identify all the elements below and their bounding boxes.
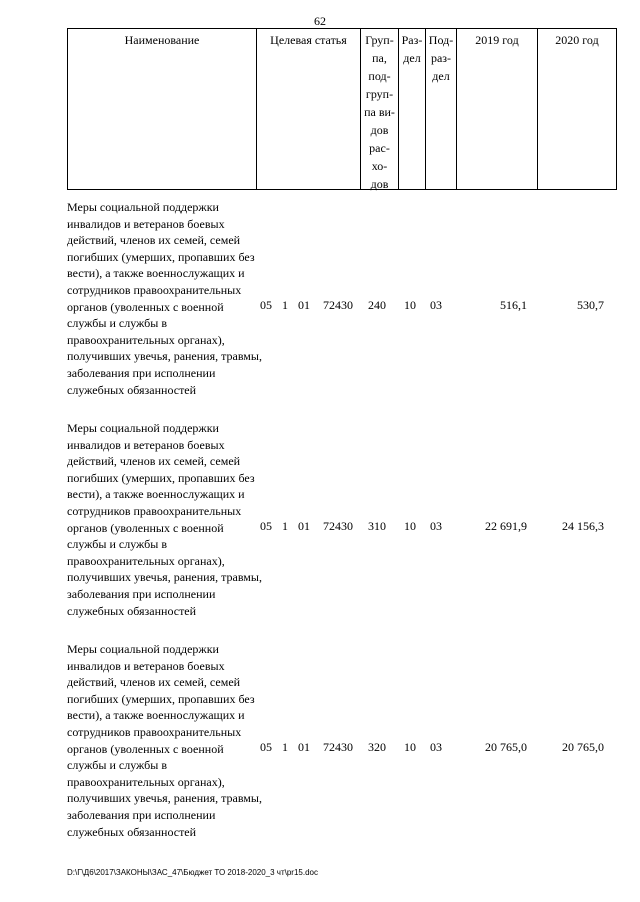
header-group-line: па, [372,51,387,65]
target-article-code-4: 72430 [323,519,353,533]
amount-2019: 516,1 [500,298,527,312]
header-year-2020: 2020 год [555,33,599,47]
target-article-code-4: 72430 [323,298,353,312]
subsection-code: 03 [430,298,442,312]
section-code: 10 [404,298,416,312]
row-name: Меры социальной поддержки инвалидов и ветеранов боевых действий, членов их семей, семей погибших (умерших, пропавших без вести), а также военнослужащих и сотрудников правоохранительных органов (уволенных с военной службы и службы в правоохранительных органах), получивших увечья, ранения, травмы, заболевания при исполнении служебных обязанностей [67,421,262,618]
header-group-line: дов [370,177,389,191]
header-subsection-line: раз- [430,51,452,65]
section-code: 10 [404,519,416,533]
amount-2020: 20 765,0 [562,740,604,754]
header-group-line: Груп- [365,33,394,47]
group-code: 240 [368,298,386,312]
header-subsection-line: дел [432,69,450,83]
header-section [399,29,426,189]
row-name: Меры социальной поддержки инвалидов и ветеранов боевых действий, членов их семей, семей погибших (умерших, пропавших без вести), а также военнослужащих и сотрудников правоохранительных органов (уволенных с военной службы и службы в правоохранительных органах), получивших увечья, ранения, травмы, заболевания при исполнении служебных обязанностей [67,200,262,397]
target-article-code-1: 05 [260,519,272,533]
header-section-line: дел [403,51,421,65]
amount-2019: 20 765,0 [485,740,527,754]
target-article-code-4: 72430 [323,740,353,754]
header-target-article: Целевая статья [257,29,361,189]
subsection-code: 03 [430,740,442,754]
header-section-line: Раз- [401,33,423,47]
target-article-code-2: 1 [282,740,288,754]
header-group-line: хо- [371,159,388,173]
target-article-code-1: 05 [260,298,272,312]
file-path-footer: D:\Г\Д6\2017\ЗАКОНЫ\ЗАС_47\Бюджет ТО 2018-2020_3 чт\pr15.doc [67,868,318,877]
header-group-line: дов [370,123,389,137]
amount-2020: 24 156,3 [562,519,604,533]
target-article-code-3: 01 [298,519,310,533]
group-code: 310 [368,519,386,533]
target-article-code-1: 05 [260,740,272,754]
subsection-code: 03 [430,519,442,533]
header-group [361,29,399,189]
header-subsection [426,29,457,189]
row-name: Меры социальной поддержки инвалидов и ветеранов боевых действий, членов их семей, семей погибших (умерших, пропавших без вести), а также военнослужащих и сотрудников правоохранительных органов (уволенных с военной службы и службы в правоохранительных органах), получивших увечья, ранения, травмы, заболевания при исполнении служебных обязанностей [67,642,262,839]
target-article-code-2: 1 [282,298,288,312]
section-code: 10 [404,740,416,754]
page-number: 62 [314,14,326,28]
header-group-line: па ви- [364,105,395,119]
header-subsection-line: Под- [428,33,454,47]
header-group-line: под- [368,69,391,83]
amount-2019: 22 691,9 [485,519,527,533]
header-group-line: рас- [369,141,390,155]
target-article-code-3: 01 [298,298,310,312]
amount-2020: 530,7 [577,298,604,312]
header-year-2019: 2019 год [457,29,538,189]
header-name: Наименование [68,29,257,189]
target-article-code-3: 01 [298,740,310,754]
target-article-code-2: 1 [282,519,288,533]
header-group-line: груп- [365,87,394,101]
group-code: 320 [368,740,386,754]
table-header [67,28,617,190]
